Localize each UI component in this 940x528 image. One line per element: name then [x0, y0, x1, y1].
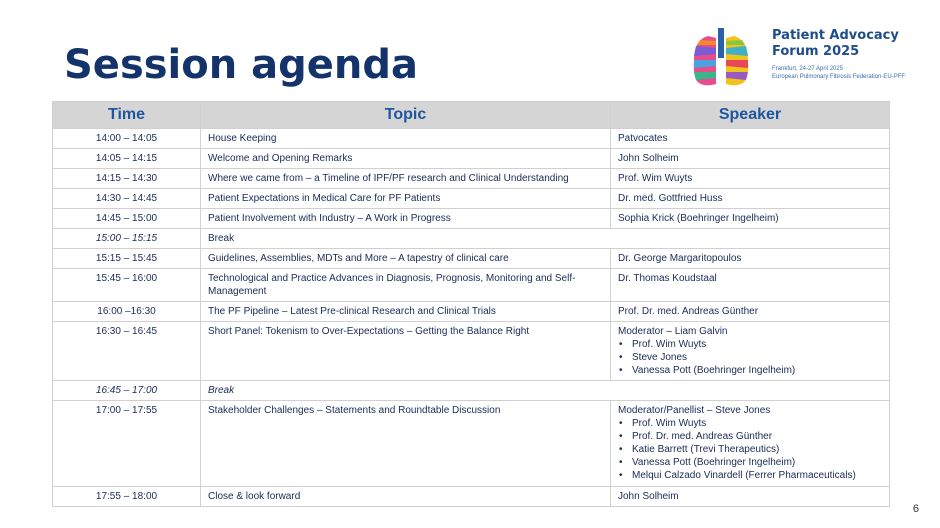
- speaker-cell: [611, 401, 890, 487]
- time-cell: 14:30 – 14:45: [53, 189, 201, 209]
- time-cell: 15:00 – 15:15: [53, 229, 201, 249]
- topic-cell: Guidelines, Assemblies, MDTs and More – A tapestry of clinical care: [201, 249, 611, 269]
- table-header-row: [53, 102, 890, 129]
- time-cell: 17:00 – 17:55: [53, 401, 201, 487]
- table-row: [53, 401, 890, 487]
- speaker-cell: John Solheim: [611, 487, 890, 507]
- table-row: [53, 302, 890, 322]
- header-speaker: Speaker: [611, 102, 890, 129]
- topic-cell: Stakeholder Challenges – Statements and Roundtable Discussion: [201, 401, 611, 487]
- topic-cell: Break: [201, 381, 890, 401]
- topic-cell: Welcome and Opening Remarks: [201, 149, 611, 169]
- topic-cell: Break: [201, 229, 890, 249]
- list-item: • Prof. Wim Wuyts: [618, 338, 882, 351]
- list-item: • Vanessa Pott (Boehringer Ingelheim): [618, 456, 882, 469]
- time-cell: 14:05 – 14:15: [53, 149, 201, 169]
- topic-cell: Patient Involvement with Industry – A Work in Progress: [201, 209, 611, 229]
- forum-logo: [688, 24, 908, 94]
- list-item: • Katie Barrett (Trevi Therapeutics): [618, 443, 882, 456]
- speaker-cell: Dr. med. Gottfried Huss: [611, 189, 890, 209]
- moderator-label: Moderator/Panellist – Steve Jones: [618, 405, 771, 416]
- header-time: Time: [53, 102, 201, 129]
- speaker-cell: [611, 322, 890, 381]
- logo-subtitle-location: Frankfurt, 24-27 April 2025: [772, 66, 844, 72]
- time-cell: 16:30 – 16:45: [53, 322, 201, 381]
- speaker-cell: John Solheim: [611, 149, 890, 169]
- topic-cell: Technological and Practice Advances in Diagnosis, Prognosis, Monitoring and Self-Management: [201, 269, 611, 302]
- topic-cell: Short Panel: Tokenism to Over-Expectations – Getting the Balance Right: [201, 322, 611, 381]
- page-number: 6: [912, 503, 919, 515]
- table-row: [53, 209, 890, 229]
- table-row: [53, 487, 890, 507]
- speaker-cell: Prof. Wim Wuyts: [611, 169, 890, 189]
- logo-text: [772, 28, 905, 81]
- table-row-break: [53, 381, 890, 401]
- time-cell: 17:55 – 18:00: [53, 487, 201, 507]
- topic-cell: Where we came from – a Timeline of IPF/PF research and Clinical Understanding: [201, 169, 611, 189]
- time-cell: 15:45 – 16:00: [53, 269, 201, 302]
- panelist-list: [618, 417, 882, 482]
- table-row: [53, 249, 890, 269]
- time-cell: 16:45 – 17:00: [53, 381, 201, 401]
- list-item: • Melqui Calzado Vinardell (Ferrer Pharmaceuticals): [618, 469, 882, 482]
- speaker-cell: Patvocates: [611, 129, 890, 149]
- logo-title-line2: Forum 2025: [772, 44, 860, 59]
- topic-cell: House Keeping: [201, 129, 611, 149]
- table-row-break: [53, 229, 890, 249]
- table-row: [53, 322, 890, 381]
- time-cell: 15:15 – 15:45: [53, 249, 201, 269]
- table-row: [53, 269, 890, 302]
- list-item: • Prof. Wim Wuyts: [618, 417, 882, 430]
- header-topic: Topic: [201, 102, 611, 129]
- list-item: • Vanessa Pott (Boehringer Ingelheim): [618, 364, 882, 377]
- speaker-cell: Dr. George Margaritopoulos: [611, 249, 890, 269]
- page-title: Session agenda: [64, 42, 419, 88]
- topic-cell: Patient Expectations in Medical Care for PF Patients: [201, 189, 611, 209]
- time-cell: 14:00 – 14:05: [53, 129, 201, 149]
- time-cell: 16:00 –16:30: [53, 302, 201, 322]
- speaker-cell: Prof. Dr. med. Andreas Günther: [611, 302, 890, 322]
- logo-subtitle-organization: European Pulmonary Fibrosis Federation-EU-PFF: [772, 74, 906, 80]
- table-row: [53, 189, 890, 209]
- lungs-logo-icon: [688, 26, 754, 92]
- topic-cell: Close & look forward: [201, 487, 611, 507]
- table-row: [53, 169, 890, 189]
- moderator-label: Moderator – Liam Galvin: [618, 326, 728, 337]
- list-item: • Steve Jones: [618, 351, 882, 364]
- list-item: • Prof. Dr. med. Andreas Günther: [618, 430, 882, 443]
- panelist-list: [618, 338, 882, 377]
- speaker-cell: Sophia Krick (Boehringer Ingelheim): [611, 209, 890, 229]
- time-cell: 14:15 – 14:30: [53, 169, 201, 189]
- agenda-table: [52, 101, 890, 507]
- topic-cell: The PF Pipeline – Latest Pre-clinical Research and Clinical Trials: [201, 302, 611, 322]
- table-row: [53, 129, 890, 149]
- table-row: [53, 149, 890, 169]
- time-cell: 14:45 – 15:00: [53, 209, 201, 229]
- speaker-cell: Dr. Thomas Koudstaal: [611, 269, 890, 302]
- logo-title-line1: Patient Advocacy: [772, 28, 899, 43]
